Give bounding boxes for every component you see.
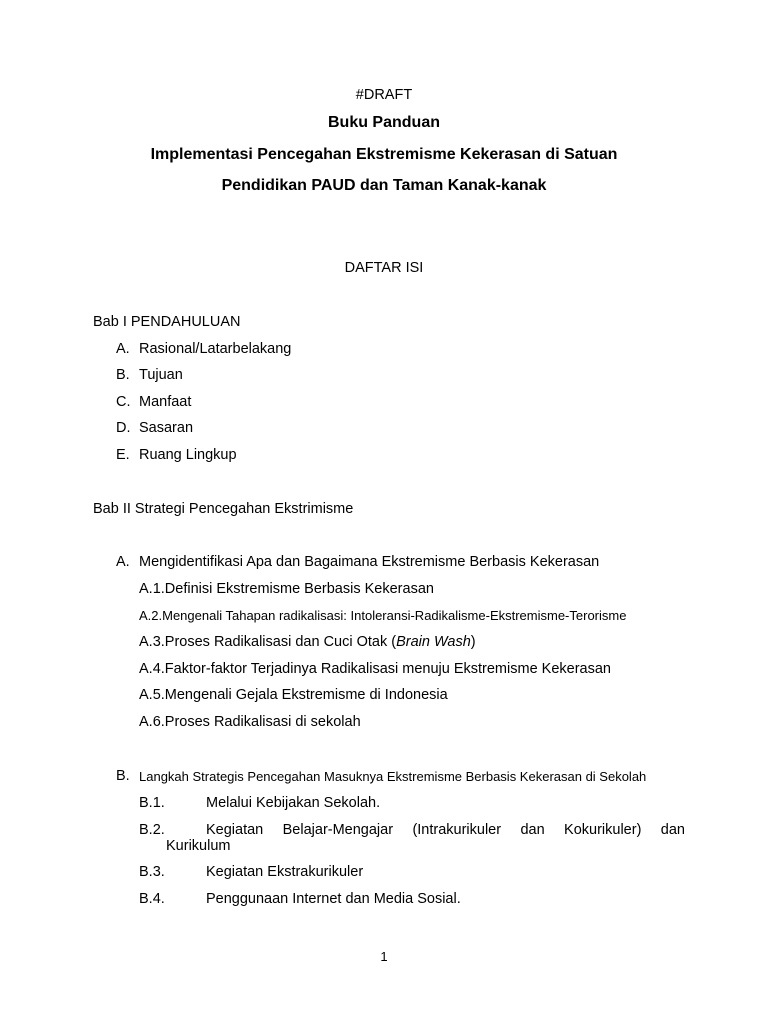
subitem-text: Melalui Kebijakan Sekolah. [206,795,381,811]
subitem-italic-text: Brain Wash [396,634,471,650]
bab2-title: Bab II Strategi Pencegahan Ekstrimisme [93,501,354,517]
toc-subitem: A.5.Mengenali Gejala Ekstremisme di Indonesia [139,687,448,703]
subitem-text: Kegiatan Ekstrakurikuler [206,864,364,880]
item-text: Manfaat [139,394,192,410]
item-label: D. [116,420,131,436]
toc-subitem [139,821,685,839]
item-label: B. [116,367,130,383]
toc-subitem [139,633,476,651]
item-text: Tujuan [139,367,183,383]
subitem-label: B.4. [139,891,165,907]
toc-item [116,340,292,358]
section-label: B. [116,768,130,784]
document-title: Buku Panduan [327,114,440,131]
document-subtitle-line1: Implementasi Pencegahan Ekstremisme Kekerasan di Satuan [150,146,618,163]
item-label: A. [116,341,130,357]
subitem-text: Kegiatan Belajar-Mengajar (Intrakurikuler dan Kokurikuler) dan [206,822,685,838]
item-text: Sasaran [139,420,194,436]
toc-subitem [139,890,461,908]
section-label: A. [116,554,130,570]
toc-subitem: A.1.Definisi Ekstremisme Berbasis Kekerasan [139,581,434,597]
section-text: Mengidentifikasi Apa dan Bagaimana Ekstremisme Berbasis Kekerasan [139,554,600,570]
toc-subitem: A.2.Mengenali Tahapan radikalisasi: Intoleransi-Radikalisme-Ekstremisme-Terorisme [139,608,627,623]
page-number: 1 [380,949,388,964]
item-text: Ruang Lingkup [139,447,237,463]
toc-item [116,393,192,411]
bab1-title: Bab I PENDAHULUAN [93,314,241,330]
toc-item [116,419,194,437]
toc-subitem-continuation: Kurikulum [166,838,231,854]
subitem-text: Penggunaan Internet dan Media Sosial. [206,891,461,907]
toc-subitem: A.6.Proses Radikalisasi di sekolah [139,714,361,730]
item-label: C. [116,394,131,410]
toc-subitem [139,794,381,812]
subitem-label: B.2. [139,822,165,838]
subitem-text: A.3.Proses Radikalisasi dan Cuci Otak ( [139,634,397,650]
toc-heading: DAFTAR ISI [344,260,424,276]
subitem-text-end: ) [470,634,476,650]
toc-section-b [116,767,647,785]
toc-item [116,366,183,384]
subitem-label: B.3. [139,864,165,880]
document-subtitle-line2: Pendidikan PAUD dan Taman Kanak-kanak [221,177,547,194]
toc-section-a [116,553,600,571]
draft-label: #DRAFT [355,87,413,103]
subitem-label: B.1. [139,795,165,811]
section-text: Langkah Strategis Pencegahan Masuknya Ekstremisme Berbasis Kekerasan di Sekolah [139,769,647,784]
toc-subitem: A.4.Faktor-faktor Terjadinya Radikalisasi menuju Ekstremisme Kekerasan [139,661,611,677]
item-text: Rasional/Latarbelakang [139,341,292,357]
item-label: E. [116,447,130,463]
toc-item [116,446,237,464]
toc-subitem [139,863,364,881]
